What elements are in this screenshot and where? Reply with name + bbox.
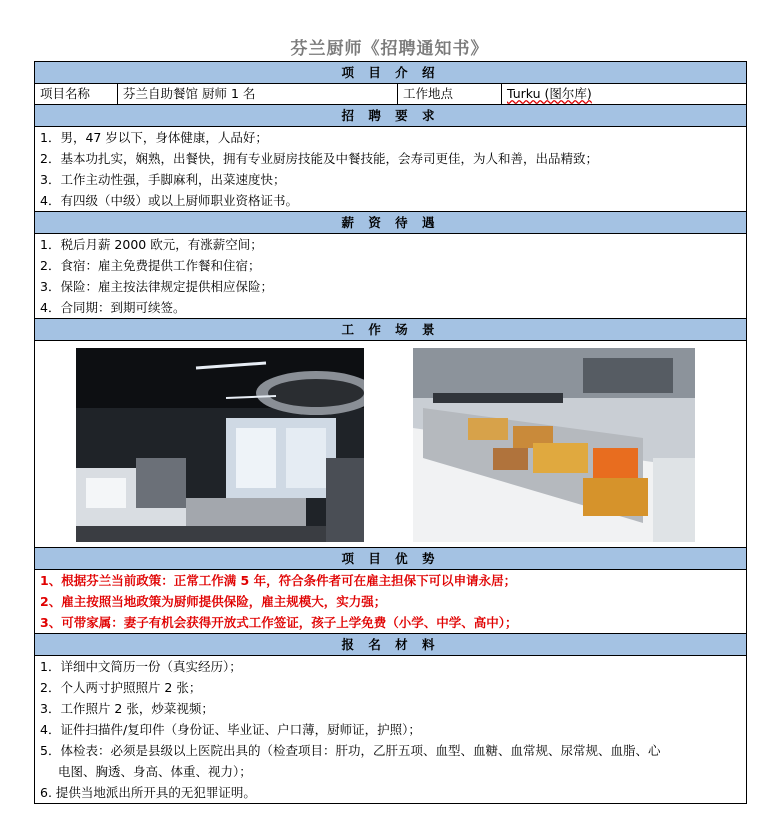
- requirement-item: 2．基本功扎实，娴熟，出餐快，拥有专业厨房技能及中餐技能，会寿司更佳，为人和善，出品精致；: [40, 151, 598, 166]
- section-requirements: 招 聘 要 求: [35, 105, 747, 127]
- requirement-item: 4．有四级（中级）或以上厨师职业资格证书。: [40, 193, 298, 208]
- material-item: 2．个人两寸护照照片 2 张；: [40, 680, 202, 695]
- work-scene-photos: [35, 341, 747, 548]
- advantage-item: 1、根据芬兰当前政策：正常工作满 5 年，符合条件者可在雇主担保下可以申请永居；: [40, 573, 517, 588]
- requirement-item: 1．男，47 岁以下，身体健康，人品好；: [40, 130, 268, 145]
- material-item: 4．证件扫描件/复印件（身份证、毕业证、户口薄，厨师证，护照）；: [40, 722, 421, 737]
- buffet-counter-photo: [413, 348, 695, 542]
- advantage-item: 2、雇主按照当地政策为厨师提供保险，雇主规模大，实力强；: [40, 594, 387, 609]
- material-item: 3．工作照片 2 张，炒菜视频；: [40, 701, 214, 716]
- material-item: 电图、胸透、身高、体重、视力）；: [58, 764, 252, 779]
- material-item: 5．体检表：必须是县级以上医院出具的（检查项目：肝功，乙肝五项、血型、血糖、血常规、尿常规、血脂、心: [40, 743, 661, 758]
- salary-list: [35, 234, 747, 319]
- material-item: 6. 提供当地派出所开具的无犯罪证明。: [40, 785, 256, 800]
- advantages-list: [35, 570, 747, 634]
- requirements-list: [35, 127, 747, 212]
- work-location-label: 工作地点: [398, 84, 502, 105]
- salary-item: 3．保险：雇主按法律规定提供相应保险；: [40, 279, 273, 294]
- section-advantages: 项 目 优 势: [35, 548, 747, 570]
- project-name-label: 项目名称: [35, 84, 118, 105]
- requirement-item: 3．工作主动性强，手脚麻利，出菜速度快；: [40, 172, 286, 187]
- salary-item: 1．税后月薪 2000 欧元，有涨薪空间；: [40, 237, 263, 252]
- page-title: 芬兰厨师《招聘通知书》: [290, 39, 489, 59]
- section-salary: 薪 资 待 遇: [35, 212, 747, 234]
- recruitment-table: [34, 61, 747, 804]
- section-project-intro: 项 目 介 绍: [35, 62, 747, 84]
- project-name-value: 芬兰自助餐馆 厨师 1 名: [118, 84, 398, 105]
- salary-item: 4．合同期：到期可续签。: [40, 300, 186, 315]
- material-item: 1．详细中文简历一份（真实经历）；: [40, 659, 242, 674]
- salary-item: 2．食宿：雇主免费提供工作餐和住宿；: [40, 258, 261, 273]
- advantage-item: 3、可带家属：妻子有机会获得开放式工作签证，孩子上学免费（小学、中学、高中）；: [40, 615, 518, 630]
- restaurant-interior-photo: [76, 348, 364, 542]
- work-location-value: Turku (图尔库): [507, 86, 592, 101]
- materials-list: [35, 656, 747, 804]
- section-work-scene: 工 作 场 景: [35, 319, 747, 341]
- section-materials: 报 名 材 料: [35, 634, 747, 656]
